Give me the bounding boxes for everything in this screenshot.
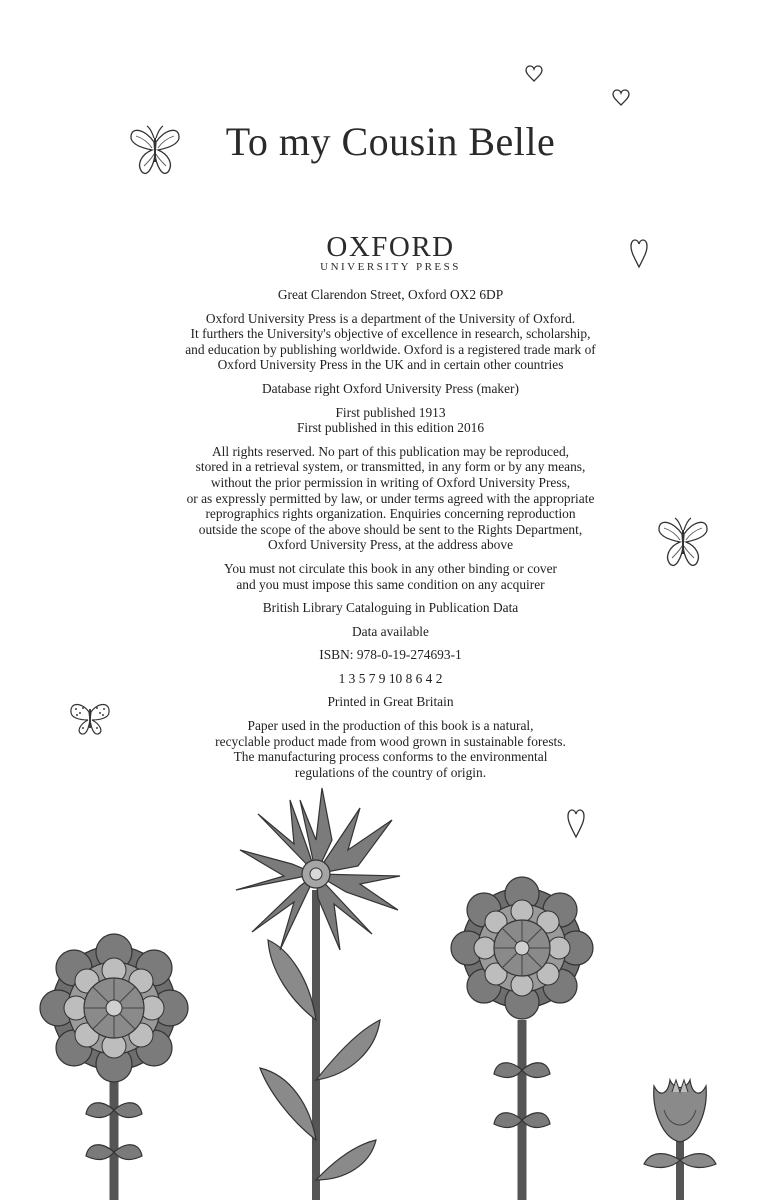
database-right-line: Database right Oxford University Press (maker): [262, 380, 519, 396]
publisher-logo-subtitle: UNIVERSITY PRESS: [320, 261, 461, 273]
cataloguing-line: British Library Cataloguing in Publication Data: [262, 600, 519, 616]
publication-history: [0, 405, 781, 436]
heart-icon: [611, 88, 631, 108]
cataloguing: [0, 600, 781, 616]
rights-line: reprographics rights organization. Enquiries concerning reproduction: [205, 506, 576, 522]
database-right: [0, 381, 781, 397]
flower-icon: [451, 877, 593, 1200]
address-line: Great Clarendon Street, Oxford OX2 6DP: [277, 287, 504, 302]
about-line: It furthers the University's objective of excellence in research, scholarship,: [190, 326, 591, 342]
flower-icon: [40, 934, 188, 1200]
heart-icon: [524, 64, 544, 84]
flowers-illustration: [0, 780, 781, 1200]
isbn: [0, 647, 781, 663]
rights-line: All rights reserved. No part of this publication may be reproduced,: [212, 443, 569, 459]
rights-line: or as expressly permitted by law, or under terms agreed with the appropriate: [186, 490, 595, 506]
rights-line: outside the scope of the above should be sent to the Rights Department,: [198, 521, 583, 537]
printed-in: [0, 694, 781, 710]
imprint-block: [0, 232, 781, 780]
about-line: Oxford University Press in the UK and in certain other countries: [217, 357, 564, 373]
paper-line: Paper used in the production of this book is a natural,: [247, 718, 534, 734]
rights-line: stored in a retrieval system, or transmitted, in any form or by any means,: [195, 459, 586, 475]
publisher-logo-name: OXFORD: [326, 231, 455, 263]
circulation-line: and you must impose this same condition on any acquirer: [236, 576, 545, 592]
paper-line: regulations of the country of origin.: [294, 764, 487, 780]
publication-history-line: First published 1913: [335, 404, 446, 420]
dedication: To my Cousin Belle: [225, 119, 556, 164]
circulation-line: You must not circulate this book in any other binding or cover: [224, 560, 557, 576]
about-line: Oxford University Press is a department of the University of Oxford.: [205, 310, 576, 326]
paper-line: recyclable product made from wood grown in sustainable forests.: [215, 733, 566, 749]
about-line: and education by publishing worldwide. Oxford is a registered trade mark of: [185, 341, 596, 357]
data-available-line: Data available: [352, 623, 429, 639]
rights-line: Oxford University Press, at the address above: [267, 537, 514, 553]
printing-line-text: 1 3 5 7 9 10 8 6 4 2: [338, 670, 443, 686]
isbn-line: ISBN: 978-0-19-274693-1: [319, 647, 462, 663]
publication-history-line: First published in this edition 2016: [296, 420, 485, 436]
printing-line: [0, 671, 781, 687]
about-paragraph: [0, 311, 781, 373]
publisher-logo: [0, 232, 781, 273]
paper-paragraph: [0, 718, 781, 780]
circulation-paragraph: [0, 561, 781, 592]
rights-line: without the prior permission in writing of Oxford University Press,: [210, 474, 571, 490]
publisher-address: [0, 287, 781, 303]
flower-icon: [644, 1080, 716, 1200]
data-available: [0, 624, 781, 640]
paper-line: The manufacturing process conforms to the environmental: [233, 749, 548, 765]
rights-paragraph: [0, 444, 781, 553]
flower-icon: [236, 788, 400, 1200]
printed-in-line: Printed in Great Britain: [327, 694, 454, 710]
